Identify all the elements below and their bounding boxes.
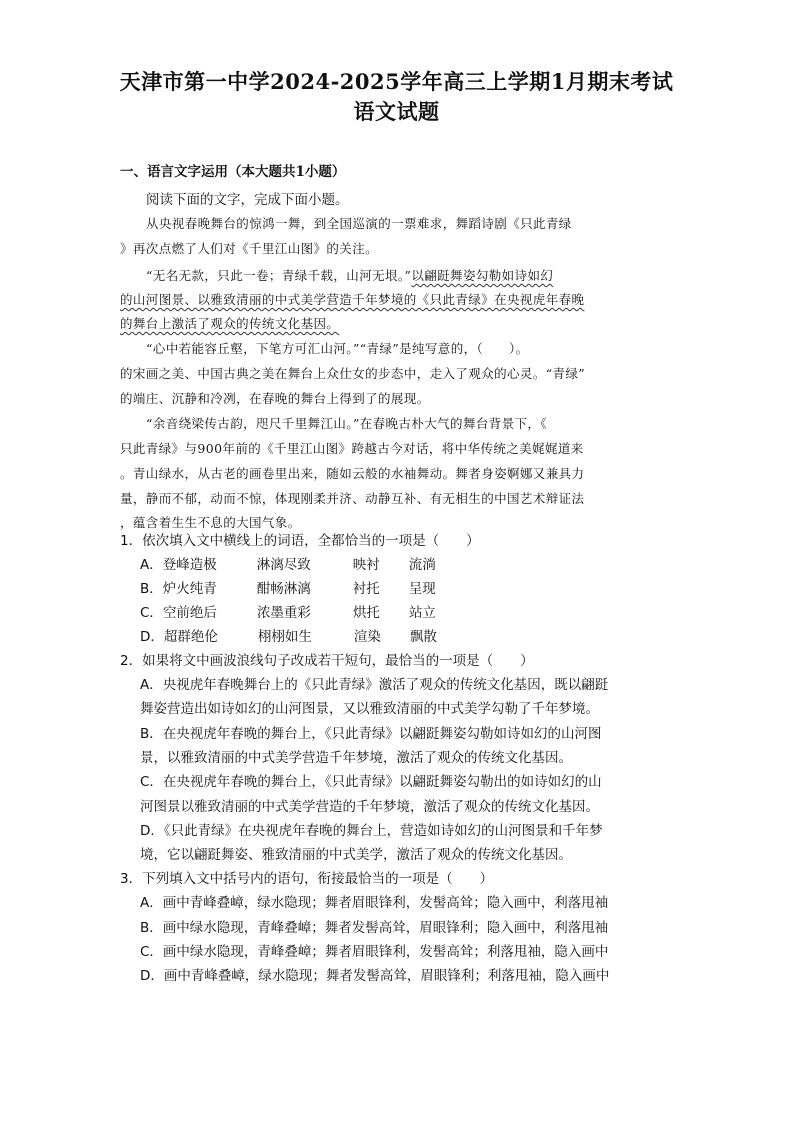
question-3-option-b: B．画中绿水隐现，青峰叠嶂；舞者发髻高耸，眉眼锋利；隐入画中，利落甩袖	[140, 920, 609, 936]
passage-line: 》再次点燃了人们对《千里江山图》的关注。	[120, 241, 379, 256]
question-1-stem: 1．依次填入文中横线上的词语，全都恰当的一项是（ ）	[120, 533, 480, 549]
passage-line: 的宋画之美、中国古典之美在舞台上众仕女的步态中，走入了观众的心灵。“青绿”	[120, 366, 586, 381]
passage-line	[146, 266, 553, 286]
passage-line: ，蕴含着生生不息的大国气象。	[120, 515, 301, 530]
passage-line: 。青山绿水，从古老的画卷里出来，随如云般的水袖舞动。舞者身姿婀娜又兼具力	[120, 466, 585, 481]
passage-quote: “无名无款，只此一卷；青绿千载，山河无垠。”	[146, 268, 412, 283]
question-1-option-d: D．超群绝伦 栩栩如生 渲染 飘散	[140, 629, 437, 645]
question-1-option-c: C．空前绝后 浓墨重彩 烘托 站立	[140, 605, 436, 621]
question-2-option-a-cont: 舞姿营造出如诗如幻的山河图景，又以雅致清丽的中式美学勾勒了千年梦境。	[140, 701, 599, 717]
wavy-underlined-sentence: 以翩跹舞姿勾勒如诗如幻	[411, 268, 554, 283]
question-3-option-a: A．画中青峰叠嶂，绿水隐现；舞者眉眼锋利，发髻高耸；隐入画中，利落甩袖	[140, 895, 609, 911]
question-2-option-a: A．央视虎年春晚舞台上的《只此青绿》激活了观众的传统文化基因，既以翩跹	[140, 677, 609, 693]
wavy-underlined-sentence: 的山河图景、以雅致清丽的中式美学营造千年梦境的《只此青绿》在央视虎年春晚	[120, 292, 585, 307]
passage-line: “余音绕梁传古韵，咫尺千里舞江山。”在春晚古朴大气的舞台背景下，《	[146, 416, 547, 431]
question-1-option-a: A．登峰造极 淋漓尽致 映衬 流淌	[140, 557, 436, 573]
question-2-option-c-cont: 河图景以雅致清丽的中式美学营造的千年梦境，激活了观众的传统文化基因。	[140, 799, 599, 815]
question-1-option-b: B．炉火纯青 酣畅淋漓 衬托 呈现	[140, 581, 436, 597]
question-3-option-c: C．画中绿水隐现，青峰叠嶂；舞者眉眼锋利，发髻高耸；利落甩袖，隐入画中	[140, 944, 609, 960]
question-3-option-d: D．画中青峰叠嶂，绿水隐现；舞者发髻高耸，眉眼锋利；利落甩袖，隐入画中	[140, 968, 610, 984]
passage-line: “心中若能容丘壑，下笔方可汇山河。”“青绿”是纯写意的，（ ）。	[146, 341, 529, 356]
passage-line: 量，静而不郁，动而不惊，体现刚柔并济、动静互补、有无相生的中国艺术辩证法	[120, 491, 585, 506]
passage-line	[120, 290, 584, 310]
wavy-underlined-sentence: 的舞台上激活了观众的传统文化基因。	[120, 316, 340, 331]
question-2-option-b-cont: 景，以雅致清丽的中式美学营造千年梦境，激活了观众的传统文化基因。	[140, 750, 572, 766]
exam-title: 天津市第一中学2024-2025学年高三上学期1月期末考试	[119, 69, 674, 94]
question-2-option-d-cont: 境，它以翩跹舞姿、雅致清丽的中式美学，激活了观众的传统文化基因。	[140, 847, 572, 863]
question-2-stem: 2．如果将文中画波浪线句子改成若干短句，最恰当的一项是（ ）	[120, 653, 534, 669]
question-2-option-d: D．《只此青绿》在央视虎年春晚的舞台上，营造如诗如幻的山河图景和千年梦	[140, 823, 603, 839]
passage-line: 从央视春晚舞台的惊鸿一舞，到全国巡演的一票难求，舞蹈诗剧《只此青绿	[146, 216, 572, 231]
question-3-stem: 3．下列填入文中括号内的语句，衔接最恰当的一项是（ ）	[120, 871, 494, 887]
section-heading: 一、语言文字运用（本大题共1小题）	[120, 164, 346, 180]
exam-subject-title: 语文试题	[353, 99, 440, 124]
reading-instruction: 阅读下面的文字，完成下面小题。	[146, 192, 349, 208]
passage-line: 只此青绿》与900年前的《千里江山图》跨越古今对话，将中华传统之美娓娓道来	[120, 441, 584, 456]
passage-line	[120, 314, 339, 334]
passage-line: 的端庄、沉静和冷冽，在春晚的舞台上得到了的展现。	[120, 391, 430, 406]
question-2-option-c: C．在央视虎年春晚的舞台上，《只此青绿》以翩跹舞姿勾勒出的如诗如幻的山	[140, 774, 602, 790]
question-2-option-b: B．在央视虎年春晚的舞台上，《只此青绿》以翩跹舞姿勾勒如诗如幻的山河图	[140, 726, 602, 742]
